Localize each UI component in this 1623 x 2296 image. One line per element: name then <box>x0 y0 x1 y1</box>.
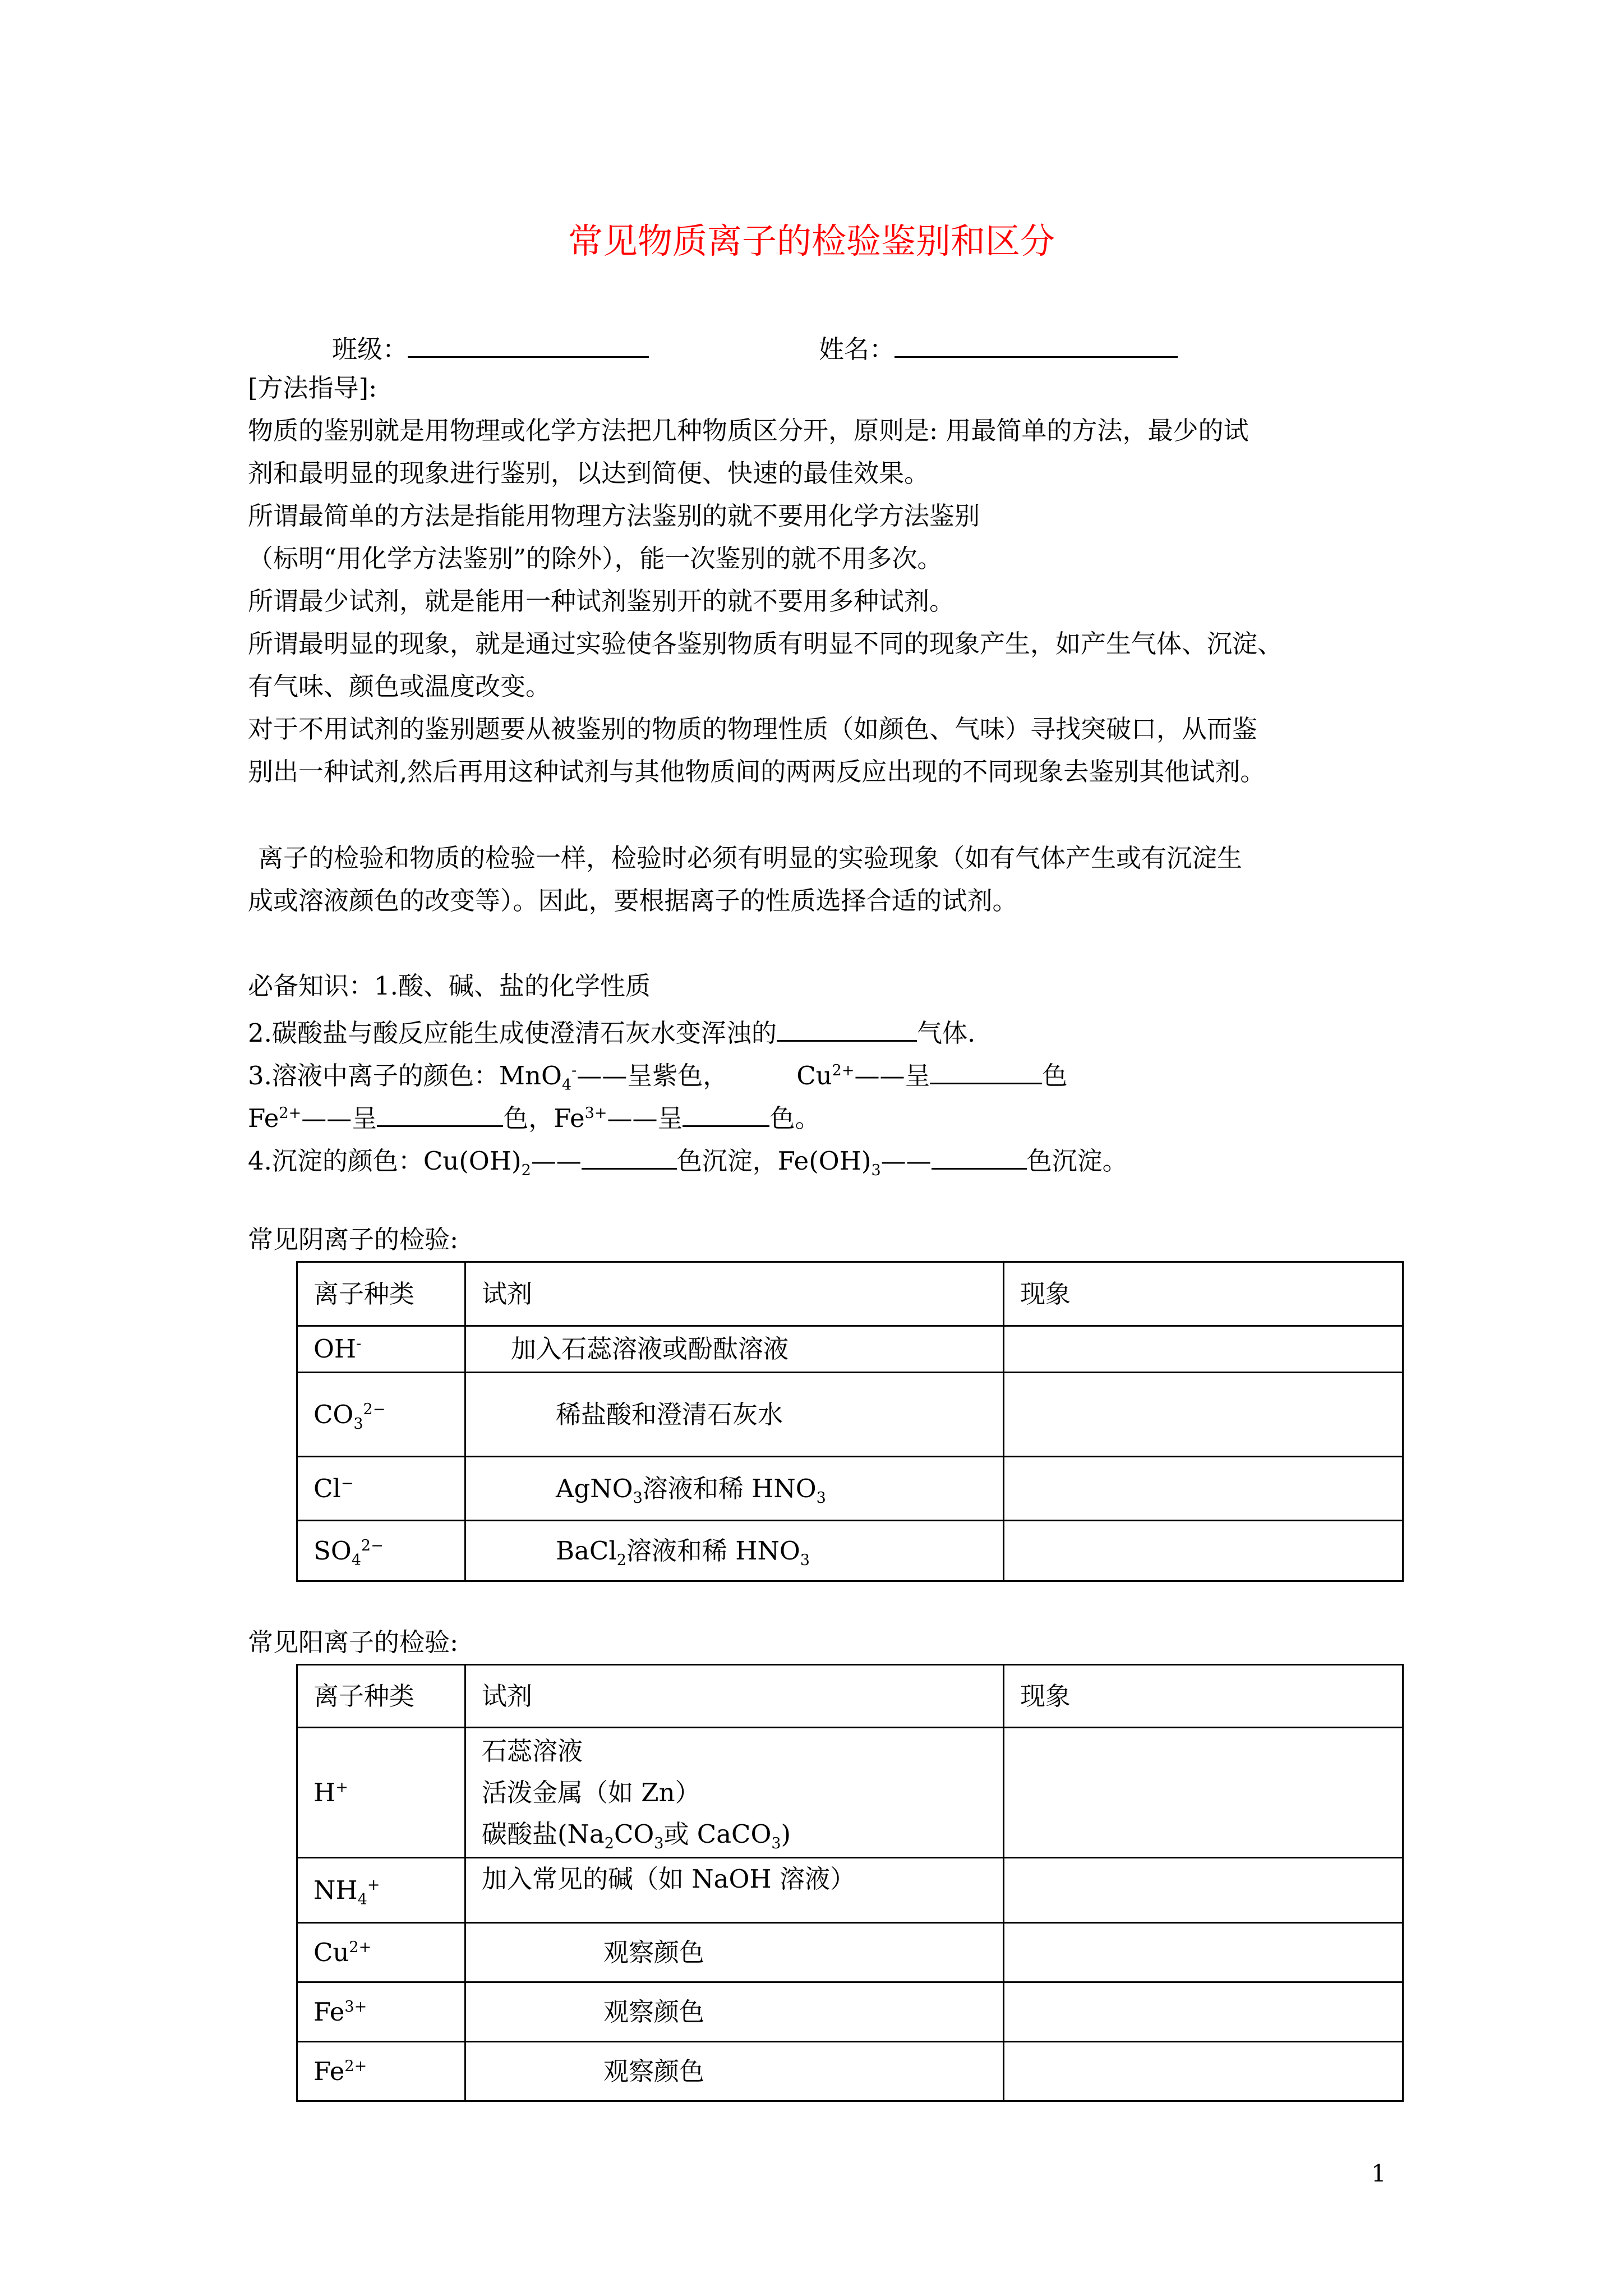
header-ion: 离子种类 <box>297 1262 465 1326</box>
phenomenon-cell[interactable] <box>1004 2042 1403 2101</box>
header-ion: 离子种类 <box>297 1665 465 1728</box>
superscript: - <box>571 1062 577 1079</box>
ion-cell: $NH_4^+$ <box>297 1858 465 1923</box>
fe3-color-blank[interactable] <box>683 1097 769 1127</box>
ion-cell: $Fe^{2+}$ <box>297 2042 465 2101</box>
class-blank[interactable] <box>408 328 649 358</box>
reagent-cell: 观察颜色 <box>465 2042 1004 2101</box>
reagent-cell: 稀盐酸和澄清石灰水 <box>465 1373 1004 1457</box>
subscript: 2 <box>521 1162 531 1179</box>
table-row <box>297 1521 1403 1581</box>
header-phenomenon: 现象 <box>1004 1665 1403 1728</box>
knowledge-text: 色。 <box>769 1103 820 1133</box>
knowledge-text: ——呈 <box>607 1103 683 1133</box>
knowledge-text: ——呈 <box>301 1103 377 1133</box>
reagent-cell: 观察颜色 <box>465 1923 1004 1982</box>
header-phenomenon: 现象 <box>1004 1262 1403 1326</box>
page-number: 1 <box>1371 2160 1386 2187</box>
ion-cell: $SO_4^{2-}$ <box>297 1521 465 1581</box>
table-row <box>297 1326 1403 1373</box>
ion-cell: H+ <box>297 1728 465 1858</box>
phenomenon-cell[interactable] <box>1004 1923 1403 1982</box>
name-field <box>819 328 1178 366</box>
class-field <box>332 328 649 366</box>
reagent-cell: 加入石蕊溶液或酚酞溶液 <box>465 1326 1004 1373</box>
header-reagent: 试剂 <box>465 1262 1004 1326</box>
anion-table-caption: 常见阴离子的检验: <box>248 1225 459 1254</box>
ion-intro-line: 成或溶液颜色的改变等）。因此，要根据离子的性质选择合适的试剂。 <box>248 886 1018 915</box>
fe2-color-blank[interactable] <box>377 1097 503 1127</box>
method-line: 别出一种试剂,然后再用这种试剂与其他物质间的两两反应出现的不同现象去鉴别其他试剂。 <box>248 757 1266 786</box>
name-blank[interactable] <box>895 328 1178 358</box>
knowledge-line-3 <box>248 1055 1067 1093</box>
phenomenon-cell[interactable] <box>1004 1373 1403 1457</box>
knowledge-line-4 <box>248 1097 820 1135</box>
ion-cell: $Fe^{3+}$ <box>297 1982 465 2042</box>
table-row <box>297 1923 1403 1982</box>
method-line: 所谓最明显的现象，就是通过实验使各鉴别物质有明显不同的现象产生，如产生气体、沉淀、 <box>248 629 1283 659</box>
document-title: 常见物质离子的检验鉴别和区分 <box>568 220 1055 261</box>
ion-intro-line: 离子的检验和物质的检验一样，检验时必须有明显的实验现象（如有气体产生或有沉淀生 <box>258 843 1243 873</box>
table-row <box>297 1457 1403 1521</box>
table-row <box>297 1858 1403 1923</box>
phenomenon-cell[interactable] <box>1004 1521 1403 1581</box>
method-line: 剂和最明显的现象进行鉴别，以达到简便、快速的最佳效果。 <box>248 458 930 488</box>
knowledge-text: 色沉淀，Fe(OH) <box>676 1146 872 1176</box>
header-reagent: 试剂 <box>465 1665 1004 1728</box>
knowledge-text: —— <box>880 1146 932 1176</box>
knowledge-text: Cu <box>796 1061 832 1091</box>
knowledge-text: 气体. <box>916 1018 976 1048</box>
method-line: 所谓最少试剂，就是能用一种试剂鉴别开的就不要用多种试剂。 <box>248 586 955 616</box>
method-line: （标明“用化学方法鉴别”的除外），能一次鉴别的就不用多次。 <box>248 544 943 573</box>
name-label: 姓名： <box>819 334 895 364</box>
cuoh2-color-blank[interactable] <box>582 1140 677 1170</box>
table-header-row <box>297 1262 1403 1326</box>
table-row <box>297 1728 1403 1858</box>
knowledge-text: 色 <box>1042 1061 1068 1091</box>
method-line: 对于不用试剂的鉴别题要从被鉴别的物质的物理性质（如颜色、气味）寻找突破口，从而鉴 <box>248 714 1258 744</box>
superscript: 3+ <box>584 1105 607 1122</box>
knowledge-text: 4.沉淀的颜色：Cu(OH) <box>248 1146 522 1176</box>
cation-table-caption: 常见阳离子的检验: <box>248 1627 459 1657</box>
knowledge-text: —— <box>531 1146 582 1176</box>
reagent-cell: BaCl$_2$溶液和稀 $HNO_3$ <box>465 1521 1004 1581</box>
ion-cell: Cl− <box>297 1457 465 1521</box>
reagent-cell: AgNO$_3$溶液和稀 $HNO_3$ <box>465 1457 1004 1521</box>
knowledge-text: ——呈 <box>854 1061 930 1091</box>
cation-table <box>296 1664 1404 2102</box>
method-line: 有气味、颜色或温度改变。 <box>248 671 551 701</box>
superscript: 2+ <box>832 1062 855 1079</box>
knowledge-text: 3.溶液中离子的颜色：MnO <box>248 1061 562 1091</box>
reagent-cell: 观察颜色 <box>465 1982 1004 2042</box>
table-row <box>297 2042 1403 2101</box>
table-row <box>297 1373 1403 1457</box>
phenomenon-cell[interactable] <box>1004 1982 1403 2042</box>
phenomenon-cell[interactable] <box>1004 1326 1403 1373</box>
subscript: 3 <box>871 1162 881 1179</box>
method-heading: [方法指导]: <box>248 373 377 403</box>
subscript: 4 <box>561 1076 572 1094</box>
table-header-row <box>297 1665 1403 1728</box>
gas-blank[interactable] <box>777 1012 917 1042</box>
class-label: 班级： <box>332 334 408 364</box>
phenomenon-cell[interactable] <box>1004 1457 1403 1521</box>
table-row <box>297 1982 1403 2042</box>
ion-cell: $Cu^{2+}$ <box>297 1923 465 1982</box>
knowledge-text: 色沉淀。 <box>1026 1146 1128 1176</box>
reagent-cell: 石蕊溶液 活泼金属（如 Zn） 碳酸盐($Na_2CO_3$或 CaCO$_3$) <box>465 1728 1004 1858</box>
method-line: 所谓最简单的方法是指能用物理方法鉴别的就不要用化学方法鉴别 <box>248 501 980 531</box>
superscript: 2+ <box>279 1105 302 1122</box>
knowledge-text: Fe <box>248 1103 279 1133</box>
knowledge-line-2 <box>248 1012 975 1050</box>
cu-color-blank[interactable] <box>930 1055 1042 1084</box>
reagent-cell: 加入常见的碱（如 NaOH 溶液） <box>465 1858 1004 1923</box>
ion-cell: $CO_3^{2-}$ <box>297 1373 465 1457</box>
ion-cell: OH- <box>297 1326 465 1373</box>
phenomenon-cell[interactable] <box>1004 1858 1403 1923</box>
knowledge-text: 2.碳酸盐与酸反应能生成使澄清石灰水变浑浊的 <box>248 1018 777 1048</box>
feoh3-color-blank[interactable] <box>932 1140 1027 1170</box>
method-line: 物质的鉴别就是用物理或化学方法把几种物质区分开，原则是: 用最简单的方法，最少的试 <box>248 416 1249 445</box>
knowledge-text: 色，Fe <box>503 1103 585 1133</box>
knowledge-text: ——呈紫色， <box>577 1061 728 1091</box>
anion-table <box>296 1261 1404 1582</box>
phenomenon-cell[interactable] <box>1004 1728 1403 1858</box>
knowledge-line-1: 必备知识：1.酸、碱、盐的化学性质 <box>248 971 651 1001</box>
knowledge-line-5 <box>248 1140 1128 1178</box>
